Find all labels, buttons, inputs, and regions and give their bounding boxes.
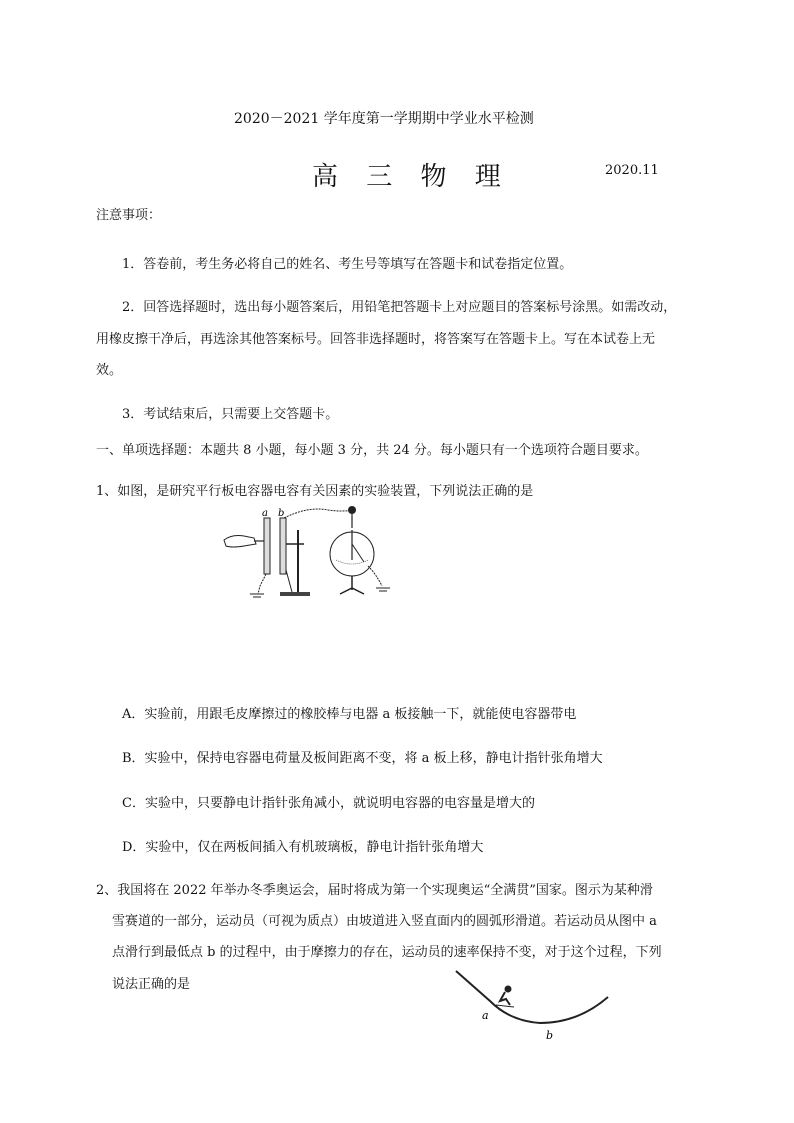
question-2-line-4: 说法正确的是 — [112, 977, 191, 992]
plate-b — [280, 518, 286, 574]
plate-a — [264, 518, 270, 574]
question-2-line-2: 雪赛道的一部分，运动员（可视为质点）由坡道进入竖直面内的圆弧形滑道。若运动员从图中 a — [112, 914, 657, 929]
capacitor-apparatus-figure — [218, 500, 398, 605]
question-2-line-1: 2、我国将在 2022 年举办冬季奥运会，届时将成为第一个实现奥运“全满贯”国家。图示为某种滑 — [96, 883, 653, 898]
electroscope-needle — [352, 544, 364, 562]
question-2-line-3: 点滑行到最低点 b 的过程中，由于摩擦力的存在，运动员的速率保持不变，对于这个过程，下列 — [112, 945, 662, 960]
exam-date: 2020.11 — [605, 163, 659, 178]
page-title: 高 三 物 理 — [312, 162, 511, 192]
point-b-label: b — [546, 1029, 554, 1042]
question-1-option-d: D．实验中，仅在两板间插入有机玻璃板，静电计指针张角增大 — [122, 840, 484, 855]
notice-item-2-end: 效。 — [96, 363, 123, 378]
point-a-label: a — [482, 1009, 489, 1022]
stand-base — [280, 592, 310, 596]
notice-item-2-cont: 用橡皮擦干净后，再选涂其他答案标号。回答非选择题时，将答案写在答题卡上。写在本试卷上无 — [96, 332, 656, 347]
ski-track-figure — [450, 965, 620, 1045]
question-1-option-a: A．实验前，用跟毛皮摩擦过的橡胶棒与电器 a 板接触一下，就能使电容器带电 — [122, 707, 577, 722]
electroscope-knob — [348, 506, 356, 514]
question-1-option-c: C．实验中，只要静电计指针张角减小，就说明电容器的电容量是增大的 — [122, 796, 535, 811]
notice-item-1: 1．答卷前，考生务必将自己的姓名、考生号等填写在答题卡和试卷指定位置。 — [122, 257, 573, 272]
hand-icon — [224, 536, 256, 548]
exam-subtitle: 2020－2021 学年度第一学期期中学业水平检测 — [234, 111, 534, 127]
section-heading: 一、单项选择题：本题共 8 小题，每小题 3 分，共 24 分。每小题只有一个选项符合题目要求。 — [96, 443, 648, 458]
question-1-option-b: B．实验中，保持电容器电荷量及板间距离不变，将 a 板上移，静电计指针张角增大 — [122, 751, 603, 766]
notice-heading: 注意事项： — [96, 208, 162, 223]
plate-b-label: b — [278, 508, 285, 519]
notice-item-3: 3．考试结束后，只需要上交答题卡。 — [122, 407, 339, 422]
skier-icon — [505, 986, 512, 993]
ski-track-curve — [456, 971, 608, 1023]
notice-item-2: 2．回答选择题时，选出每小题答案后，用铅笔把答题卡上对应题目的答案标号涂黑。如需改动， — [122, 300, 677, 315]
plate-a-label: a — [262, 508, 268, 519]
question-1-stem: 1、如图，是研究平行板电容器电容有关因素的实验装置，下列说法正确的是 — [96, 484, 534, 499]
